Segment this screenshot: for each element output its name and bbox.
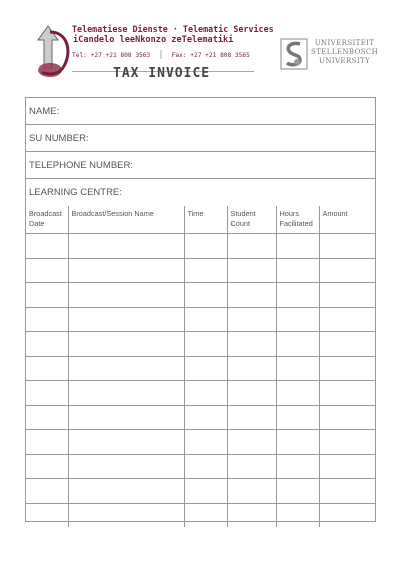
table-cell[interactable] bbox=[68, 430, 184, 455]
stellenbosch-crest-icon bbox=[280, 38, 308, 70]
table-cell[interactable] bbox=[276, 381, 319, 406]
table-cell[interactable] bbox=[227, 307, 276, 332]
table-cell[interactable] bbox=[319, 234, 375, 259]
table-cell[interactable] bbox=[26, 356, 68, 381]
table-cell[interactable] bbox=[276, 356, 319, 381]
table-cell[interactable] bbox=[184, 381, 227, 406]
table-cell[interactable] bbox=[68, 234, 184, 259]
table-cell[interactable] bbox=[276, 479, 319, 504]
table-cell[interactable] bbox=[68, 283, 184, 308]
invoice-form bbox=[25, 97, 376, 522]
table-cell[interactable] bbox=[26, 381, 68, 406]
telephone-text: Tel: +27 +21 808 3563 bbox=[72, 51, 151, 59]
col-hours-facilitated: Hours Facilitated bbox=[276, 206, 319, 234]
table-cell[interactable] bbox=[227, 430, 276, 455]
table-row bbox=[26, 430, 375, 455]
table-cell[interactable] bbox=[184, 454, 227, 479]
table-cell[interactable] bbox=[26, 258, 68, 283]
col-session-name: Broadcast/Session Name bbox=[68, 206, 184, 234]
col-student-count: Student Count bbox=[227, 206, 276, 234]
su-number-field[interactable] bbox=[26, 125, 375, 152]
table-row bbox=[26, 332, 375, 357]
table-cell[interactable] bbox=[26, 454, 68, 479]
table-cell[interactable] bbox=[319, 430, 375, 455]
header-line1: Telematiese Dienste · Telematic Services bbox=[72, 24, 274, 34]
table-header-row bbox=[26, 206, 375, 234]
table-row bbox=[26, 283, 375, 308]
table-cell[interactable] bbox=[319, 503, 375, 527]
table-cell[interactable] bbox=[227, 503, 276, 527]
table-cell[interactable] bbox=[184, 430, 227, 455]
table-cell[interactable] bbox=[276, 405, 319, 430]
name-field[interactable] bbox=[26, 98, 375, 125]
table-cell[interactable] bbox=[26, 307, 68, 332]
table-cell[interactable] bbox=[227, 381, 276, 406]
university-name bbox=[311, 39, 378, 66]
table-row bbox=[26, 381, 375, 406]
table-cell[interactable] bbox=[319, 283, 375, 308]
table-row bbox=[26, 258, 375, 283]
telephone-field[interactable] bbox=[26, 152, 375, 179]
header-line2: iCandelo leeNkonzo zeTelematiki bbox=[73, 35, 234, 45]
table-cell[interactable] bbox=[276, 283, 319, 308]
table-cell[interactable] bbox=[319, 332, 375, 357]
table-cell[interactable] bbox=[227, 405, 276, 430]
table-cell[interactable] bbox=[227, 356, 276, 381]
table-cell[interactable] bbox=[276, 430, 319, 455]
table-cell[interactable] bbox=[68, 479, 184, 504]
learning-centre-label: LEARNING CENTRE: bbox=[29, 187, 122, 198]
table-cell[interactable] bbox=[26, 332, 68, 357]
table-row bbox=[26, 479, 375, 504]
table-row bbox=[26, 307, 375, 332]
table-cell[interactable] bbox=[227, 454, 276, 479]
table-cell[interactable] bbox=[319, 454, 375, 479]
table-cell[interactable] bbox=[276, 332, 319, 357]
university-line2: STELLENBOSCH bbox=[311, 48, 379, 56]
table-cell[interactable] bbox=[184, 479, 227, 504]
contact-separator: | bbox=[158, 50, 164, 60]
su-number-label: SU NUMBER: bbox=[29, 132, 89, 144]
telephone-label: TELEPHONE NUMBER: bbox=[29, 159, 133, 171]
header-text bbox=[72, 24, 274, 60]
table-cell[interactable] bbox=[68, 258, 184, 283]
table-cell[interactable] bbox=[184, 356, 227, 381]
table-cell[interactable] bbox=[184, 503, 227, 527]
table-cell[interactable] bbox=[276, 503, 319, 527]
table-cell[interactable] bbox=[319, 381, 375, 406]
table-cell[interactable] bbox=[276, 258, 319, 283]
table-cell[interactable] bbox=[68, 503, 184, 527]
name-label: NAME: bbox=[29, 105, 60, 117]
page-title: TAX INVOICE bbox=[113, 66, 211, 81]
table-cell[interactable] bbox=[276, 234, 319, 259]
table-row bbox=[26, 234, 375, 259]
broadcast-table bbox=[26, 206, 375, 527]
table-cell[interactable] bbox=[276, 454, 319, 479]
table-row bbox=[26, 405, 375, 430]
table-cell[interactable] bbox=[319, 479, 375, 504]
table-cell[interactable] bbox=[26, 430, 68, 455]
table-cell[interactable] bbox=[184, 258, 227, 283]
header-contact bbox=[72, 50, 262, 60]
table-cell[interactable] bbox=[184, 405, 227, 430]
table-cell[interactable] bbox=[68, 332, 184, 357]
table-cell[interactable] bbox=[68, 405, 184, 430]
table-cell[interactable] bbox=[319, 307, 375, 332]
table-cell[interactable] bbox=[68, 381, 184, 406]
table-cell[interactable] bbox=[68, 356, 184, 381]
telematic-logo-icon bbox=[28, 22, 72, 80]
table-row bbox=[26, 356, 375, 381]
fax-text: Fax: +27 +21 808 3565 bbox=[171, 51, 250, 59]
table-cell[interactable] bbox=[319, 258, 375, 283]
learning-centre-field[interactable] bbox=[26, 179, 375, 206]
table-cell[interactable] bbox=[26, 479, 68, 504]
table-cell[interactable] bbox=[68, 307, 184, 332]
table-cell[interactable] bbox=[26, 503, 68, 527]
table-cell[interactable] bbox=[184, 332, 227, 357]
table-cell[interactable] bbox=[227, 258, 276, 283]
col-broadcast-date: Broadcast Date bbox=[26, 206, 68, 234]
table-cell[interactable] bbox=[26, 405, 68, 430]
table-row bbox=[26, 454, 375, 479]
table-cell[interactable] bbox=[319, 405, 375, 430]
col-time: Time bbox=[184, 206, 227, 234]
table-row bbox=[26, 503, 375, 527]
university-line1: UNIVERSITEIT bbox=[314, 39, 375, 47]
table-cell[interactable] bbox=[184, 283, 227, 308]
table-cell[interactable] bbox=[184, 307, 227, 332]
table-cell[interactable] bbox=[227, 283, 276, 308]
table-cell[interactable] bbox=[68, 454, 184, 479]
table-cell[interactable] bbox=[227, 332, 276, 357]
table-cell[interactable] bbox=[227, 234, 276, 259]
table-cell[interactable] bbox=[184, 234, 227, 259]
table-cell[interactable] bbox=[227, 479, 276, 504]
university-line3: UNIVERSITY bbox=[319, 57, 371, 65]
table-cell[interactable] bbox=[26, 234, 68, 259]
table-cell[interactable] bbox=[276, 307, 319, 332]
table-cell[interactable] bbox=[26, 283, 68, 308]
col-amount: Amount bbox=[319, 206, 375, 234]
table-cell[interactable] bbox=[319, 356, 375, 381]
